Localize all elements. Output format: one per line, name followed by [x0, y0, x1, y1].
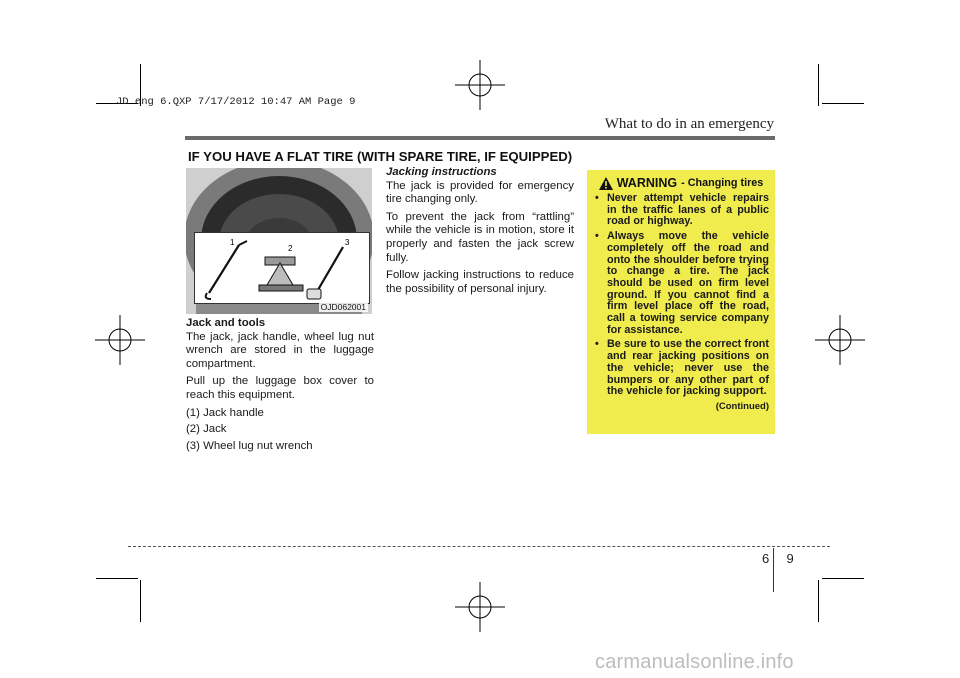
- section-heading: IF YOU HAVE A FLAT TIRE (WITH SPARE TIRE, IF EQUIPPED): [188, 149, 573, 164]
- crop-mark: [140, 580, 141, 622]
- tool-list-item: (3) Wheel lug nut wrench: [186, 439, 313, 452]
- jacking-paragraph: The jack is provided for emergency tire changing only.: [386, 179, 574, 206]
- jack-tools-section: [186, 317, 374, 456]
- registration-mark-icon: [455, 582, 505, 632]
- jack-tools-heading: Jack and tools: [186, 317, 266, 329]
- jacking-instructions-section: [386, 166, 574, 300]
- warning-triangle-icon: [599, 177, 613, 190]
- tools-drawing: [195, 233, 369, 303]
- crop-mark: [822, 103, 864, 104]
- callout-3: 3: [345, 238, 350, 247]
- chapter-number: 6: [762, 551, 770, 566]
- jacking-paragraph: Follow jacking instructions to reduce the possibility of personal injury.: [386, 269, 574, 295]
- header-rule: [185, 136, 775, 140]
- warning-bullet: • Be sure to use the correct front and rear jacking positions on the vehicle; never use the bumpers or any other part of the vehicle for jacking support.: [595, 338, 769, 398]
- page-number: [762, 551, 794, 566]
- footer-rule: [128, 546, 830, 547]
- warning-bullet: • Always move the vehicle completely off the road and onto the shoulder before trying to change a tire. The jack should be used on firm level ground. If you cannot find a firm level place off the road, call a towing service company for assistance.: [595, 230, 769, 336]
- warning-box: [587, 170, 775, 434]
- continued-note: (Continued): [715, 400, 769, 412]
- crop-mark: [96, 578, 138, 579]
- jack-tools-figure: [186, 168, 372, 314]
- crop-mark: [822, 578, 864, 579]
- crop-mark: [818, 64, 819, 106]
- registration-mark-icon: [815, 315, 865, 365]
- page-number-value: 9: [786, 551, 794, 566]
- jacking-heading: Jacking instructions: [386, 166, 497, 178]
- warning-subtitle: - Changing tires: [681, 177, 764, 189]
- page-number-divider: [773, 548, 774, 592]
- jack-tools-paragraph: Pull up the luggage box cover to reach this equipment.: [186, 375, 374, 401]
- warning-header: [593, 176, 769, 190]
- jack-tools-paragraph: The jack, jack handle, wheel lug nut wrench are stored in the luggage compartment.: [186, 330, 374, 370]
- tool-list-item: (1) Jack handle: [186, 406, 264, 419]
- chapter-title: What to do in an emergency: [604, 116, 774, 132]
- crop-mark: [818, 580, 819, 622]
- registration-mark-icon: [455, 60, 505, 110]
- print-slug: JD eng 6.QXP 7/17/2012 10:47 AM Page 9: [116, 96, 356, 108]
- callout-1: 1: [230, 238, 235, 247]
- tools-inset: [194, 232, 370, 304]
- jacking-paragraph: To prevent the jack from “rattling” while the vehicle is in motion, store it properly and fasten the jack screw fully.: [386, 210, 574, 264]
- warning-title: WARNING: [616, 176, 678, 190]
- tool-list-item: (2) Jack: [186, 423, 227, 436]
- registration-mark-icon: [95, 315, 145, 365]
- callout-2: 2: [288, 244, 293, 253]
- figure-code: OJD062001: [320, 302, 366, 312]
- warning-bullet: • Never attempt vehicle repairs in the traffic lanes of a public road or highway.: [595, 192, 769, 228]
- watermark: carmanualsonline.info: [595, 651, 794, 673]
